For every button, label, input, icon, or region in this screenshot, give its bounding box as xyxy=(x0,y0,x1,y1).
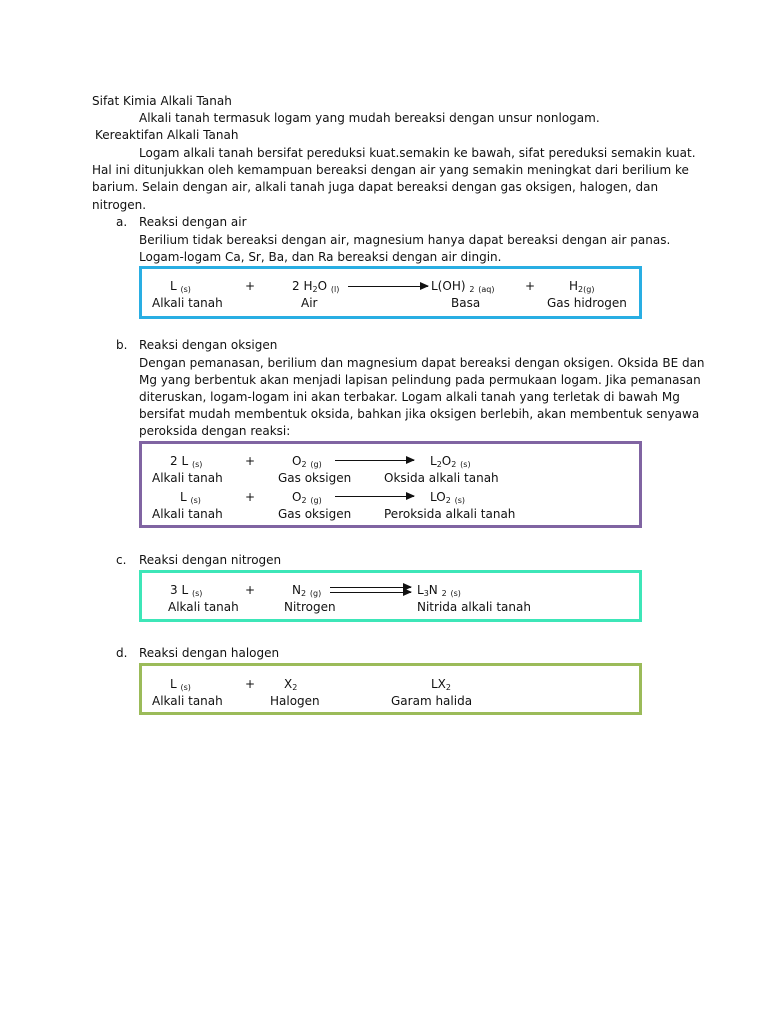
reactant-metal: 3 L $_{(s)}$ xyxy=(170,583,203,598)
reactant-metal: L $_{(s)}$ xyxy=(170,279,191,294)
label-alkali-tanah-2: Alkali tanah xyxy=(152,507,223,521)
product-nitride: $L_3N$ $_2$ $_{(s)}$ xyxy=(417,583,461,598)
plus-sign-2: + xyxy=(245,490,256,504)
plus-sign: + xyxy=(245,454,256,468)
label-garam-halida: Garam halida xyxy=(391,694,473,708)
plus-sign: + xyxy=(245,677,256,691)
reaction-arrow xyxy=(335,460,414,461)
reaction-arrow-bottom xyxy=(330,592,411,593)
reaction-box-nitrogen xyxy=(139,570,642,622)
list-marker-a: a. xyxy=(116,215,128,229)
section-b-heading: Reaksi dengan oksigen xyxy=(139,338,278,352)
reaction-arrow-top xyxy=(330,587,411,588)
section-b-text-1: Dengan pemanasan, berilium dan magnesium dapat bereaksi dengan oksigen. Oksida BE dan xyxy=(139,356,705,370)
label-air: Air xyxy=(301,296,318,310)
reaction-arrow-2 xyxy=(335,496,414,497)
section-a-text-1: Berilium tidak bereaksi dengan air, magnesium hanya dapat bereaksi dengan air panas. xyxy=(139,233,671,247)
product-hydrogen: $H_{2(g)}$ xyxy=(569,279,595,294)
reactant-metal: 2 L $_{(s)}$ xyxy=(170,454,203,469)
label-oksida: Oksida alkali tanah xyxy=(384,471,499,485)
reactant-oxygen: $O_2$ $_{(g)}$ xyxy=(292,454,322,469)
document-title: Sifat Kimia Alkali Tanah xyxy=(92,94,232,108)
section-b-text-3: diteruskan, logam-logam ini akan terbakar. Logam alkali tanah yang terletak di bawah Mg xyxy=(139,390,680,404)
reactant-oxygen-2: $O_2$ $_{(g)}$ xyxy=(292,490,322,505)
label-gas-oksigen-2: Gas oksigen xyxy=(278,507,352,521)
section-b-text-2: Mg yang berbentuk akan menjadi lapisan pelindung pada permukaan logam. Jika pemanasan xyxy=(139,373,701,387)
product-peroxide: $LO_2$ $_{(s)}$ xyxy=(430,490,466,505)
plus-sign-2: + xyxy=(525,279,536,293)
paragraph-line-4: nitrogen. xyxy=(92,198,147,212)
label-nitrida: Nitrida alkali tanah xyxy=(417,600,531,614)
label-halogen: Halogen xyxy=(270,694,320,708)
label-alkali-tanah: Alkali tanah xyxy=(152,296,223,310)
reactant-metal: L $_{(s)}$ xyxy=(170,677,191,692)
reactant-water: 2 $H_2O$ $_{(l)}$ xyxy=(292,279,340,294)
section-a-heading: Reaksi dengan air xyxy=(139,215,247,229)
label-alkali-tanah: Alkali tanah xyxy=(152,471,223,485)
list-marker-b: b. xyxy=(116,338,128,352)
label-basa: Basa xyxy=(451,296,481,310)
reaction-box-oxygen xyxy=(139,441,642,528)
reactant-metal-2: L $_{(s)}$ xyxy=(180,490,201,505)
label-alkali-tanah: Alkali tanah xyxy=(152,694,223,708)
plus-sign: + xyxy=(245,279,256,293)
reaction-box-water xyxy=(139,266,642,319)
label-gas-oksigen: Gas oksigen xyxy=(278,471,352,485)
section-d-heading: Reaksi dengan halogen xyxy=(139,646,280,660)
list-marker-c: c. xyxy=(116,553,127,567)
product-base: L(OH) $_2$ $_{(aq)}$ xyxy=(431,279,495,294)
reactant-nitrogen: $N_2$ $_{(g)}$ xyxy=(292,583,322,598)
paragraph-line-2: Hal ini ditunjukkan oleh kemampuan bereaksi dengan air yang semakin meningkat dari berilium ke xyxy=(92,163,689,177)
paragraph-line-3: barium. Selain dengan air, alkali tanah juga dapat bereaksi dengan gas oksigen, halogen, dan xyxy=(92,180,659,194)
intro-text: Alkali tanah termasuk logam yang mudah bereaksi dengan unsur nonlogam. xyxy=(139,111,600,125)
list-marker-d: d. xyxy=(116,646,128,660)
section-title: Kereaktifan Alkali Tanah xyxy=(95,128,239,142)
reaction-box-halogen xyxy=(139,663,642,715)
label-alkali-tanah: Alkali tanah xyxy=(168,600,239,614)
label-peroksida: Peroksida alkali tanah xyxy=(384,507,516,521)
section-c-heading: Reaksi dengan nitrogen xyxy=(139,553,282,567)
plus-sign: + xyxy=(245,583,256,597)
section-b-text-5: peroksida dengan reaksi: xyxy=(139,424,291,438)
reaction-arrow xyxy=(348,286,428,287)
label-gas-hidrogen: Gas hidrogen xyxy=(547,296,627,310)
paragraph-line-1: Logam alkali tanah bersifat pereduksi kuat.semakin ke bawah, sifat pereduksi semakin kuat. xyxy=(139,146,696,160)
reactant-halogen: $X_2$ xyxy=(284,677,298,692)
label-nitrogen: Nitrogen xyxy=(284,600,336,614)
section-b-text-4: bersifat mudah membentuk oksida, bahkan jika oksigen berlebih, akan membentuk senyawa xyxy=(139,407,700,421)
product-halide: $LX_2$ xyxy=(431,677,451,692)
section-a-text-2: Logam-logam Ca, Sr, Ba, dan Ra bereaksi dengan air dingin. xyxy=(139,250,502,264)
product-oxide: $L_2O_2$ $_{(s)}$ xyxy=(430,454,471,469)
